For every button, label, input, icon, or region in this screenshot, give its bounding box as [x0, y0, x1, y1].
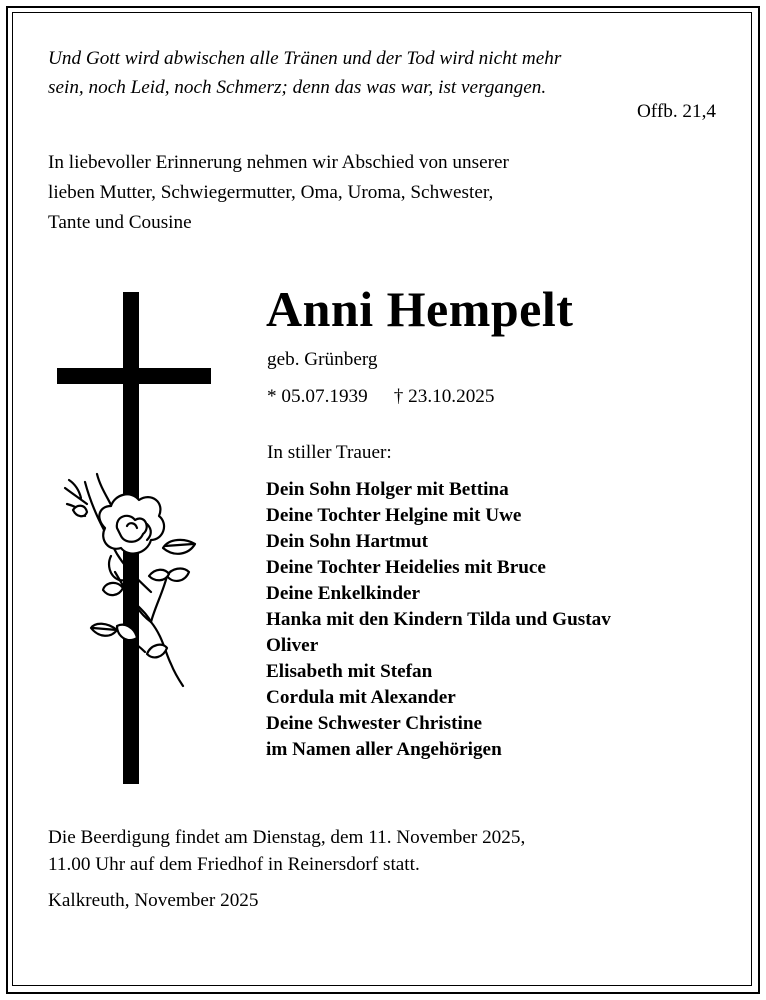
funeral-notice	[48, 824, 720, 878]
verse-line-1: Und Gott wird abwischen alle Tränen und der Tod wird nicht mehr	[48, 48, 562, 69]
verse-line-2: sein, noch Leid, noch Schmerz; denn das was war, ist vergangen.	[48, 77, 547, 98]
mourner-item: Dein Sohn Hartmut	[266, 531, 429, 552]
birth-date: * 05.07.1939	[267, 386, 368, 407]
funeral-line-1: Die Beerdigung findet am Dienstag, dem 11. November 2025,	[48, 827, 526, 848]
mourner-item: Deine Enkelkinder	[266, 583, 421, 604]
mourner-item: Deine Tochter Helgine mit Uwe	[266, 505, 522, 526]
deceased-name: Anni Hempelt	[266, 281, 574, 337]
intro-line-1: In liebevoller Erinnerung nehmen wir Abschied von unserer	[48, 152, 509, 173]
mourner-item: Cordula mit Alexander	[266, 687, 456, 708]
mourners-list	[266, 477, 611, 763]
mourner-item: Deine Tochter Heidelies mit Bruce	[266, 557, 546, 578]
mourning-heading: In stiller Trauer:	[267, 442, 392, 463]
mourner-item: Hanka mit den Kindern Tilda und Gustav	[266, 609, 611, 630]
place-and-date: Kalkreuth, November 2025	[48, 890, 259, 911]
mourner-item: Elisabeth mit Stefan	[266, 661, 433, 682]
mourner-item: Deine Schwester Christine	[266, 713, 483, 734]
death-date: † 23.10.2025	[393, 386, 495, 407]
cross-icon	[55, 292, 215, 784]
mourner-item: im Namen aller Angehörigen	[266, 739, 502, 760]
intro-line-2: lieben Mutter, Schwiegermutter, Oma, Uroma, Schwester,	[48, 182, 494, 203]
bible-verse	[48, 44, 720, 102]
intro-text	[48, 148, 720, 238]
mourner-item: Oliver	[266, 635, 319, 656]
verse-reference: Offb. 21,4	[636, 101, 716, 122]
mourner-item: Dein Sohn Holger mit Bettina	[266, 479, 509, 500]
funeral-line-2: 11.00 Uhr auf dem Friedhof in Reinersdorf statt.	[48, 854, 420, 875]
life-dates	[267, 386, 494, 408]
maiden-name: geb. Grünberg	[267, 349, 378, 370]
intro-line-3: Tante und Cousine	[48, 212, 192, 233]
